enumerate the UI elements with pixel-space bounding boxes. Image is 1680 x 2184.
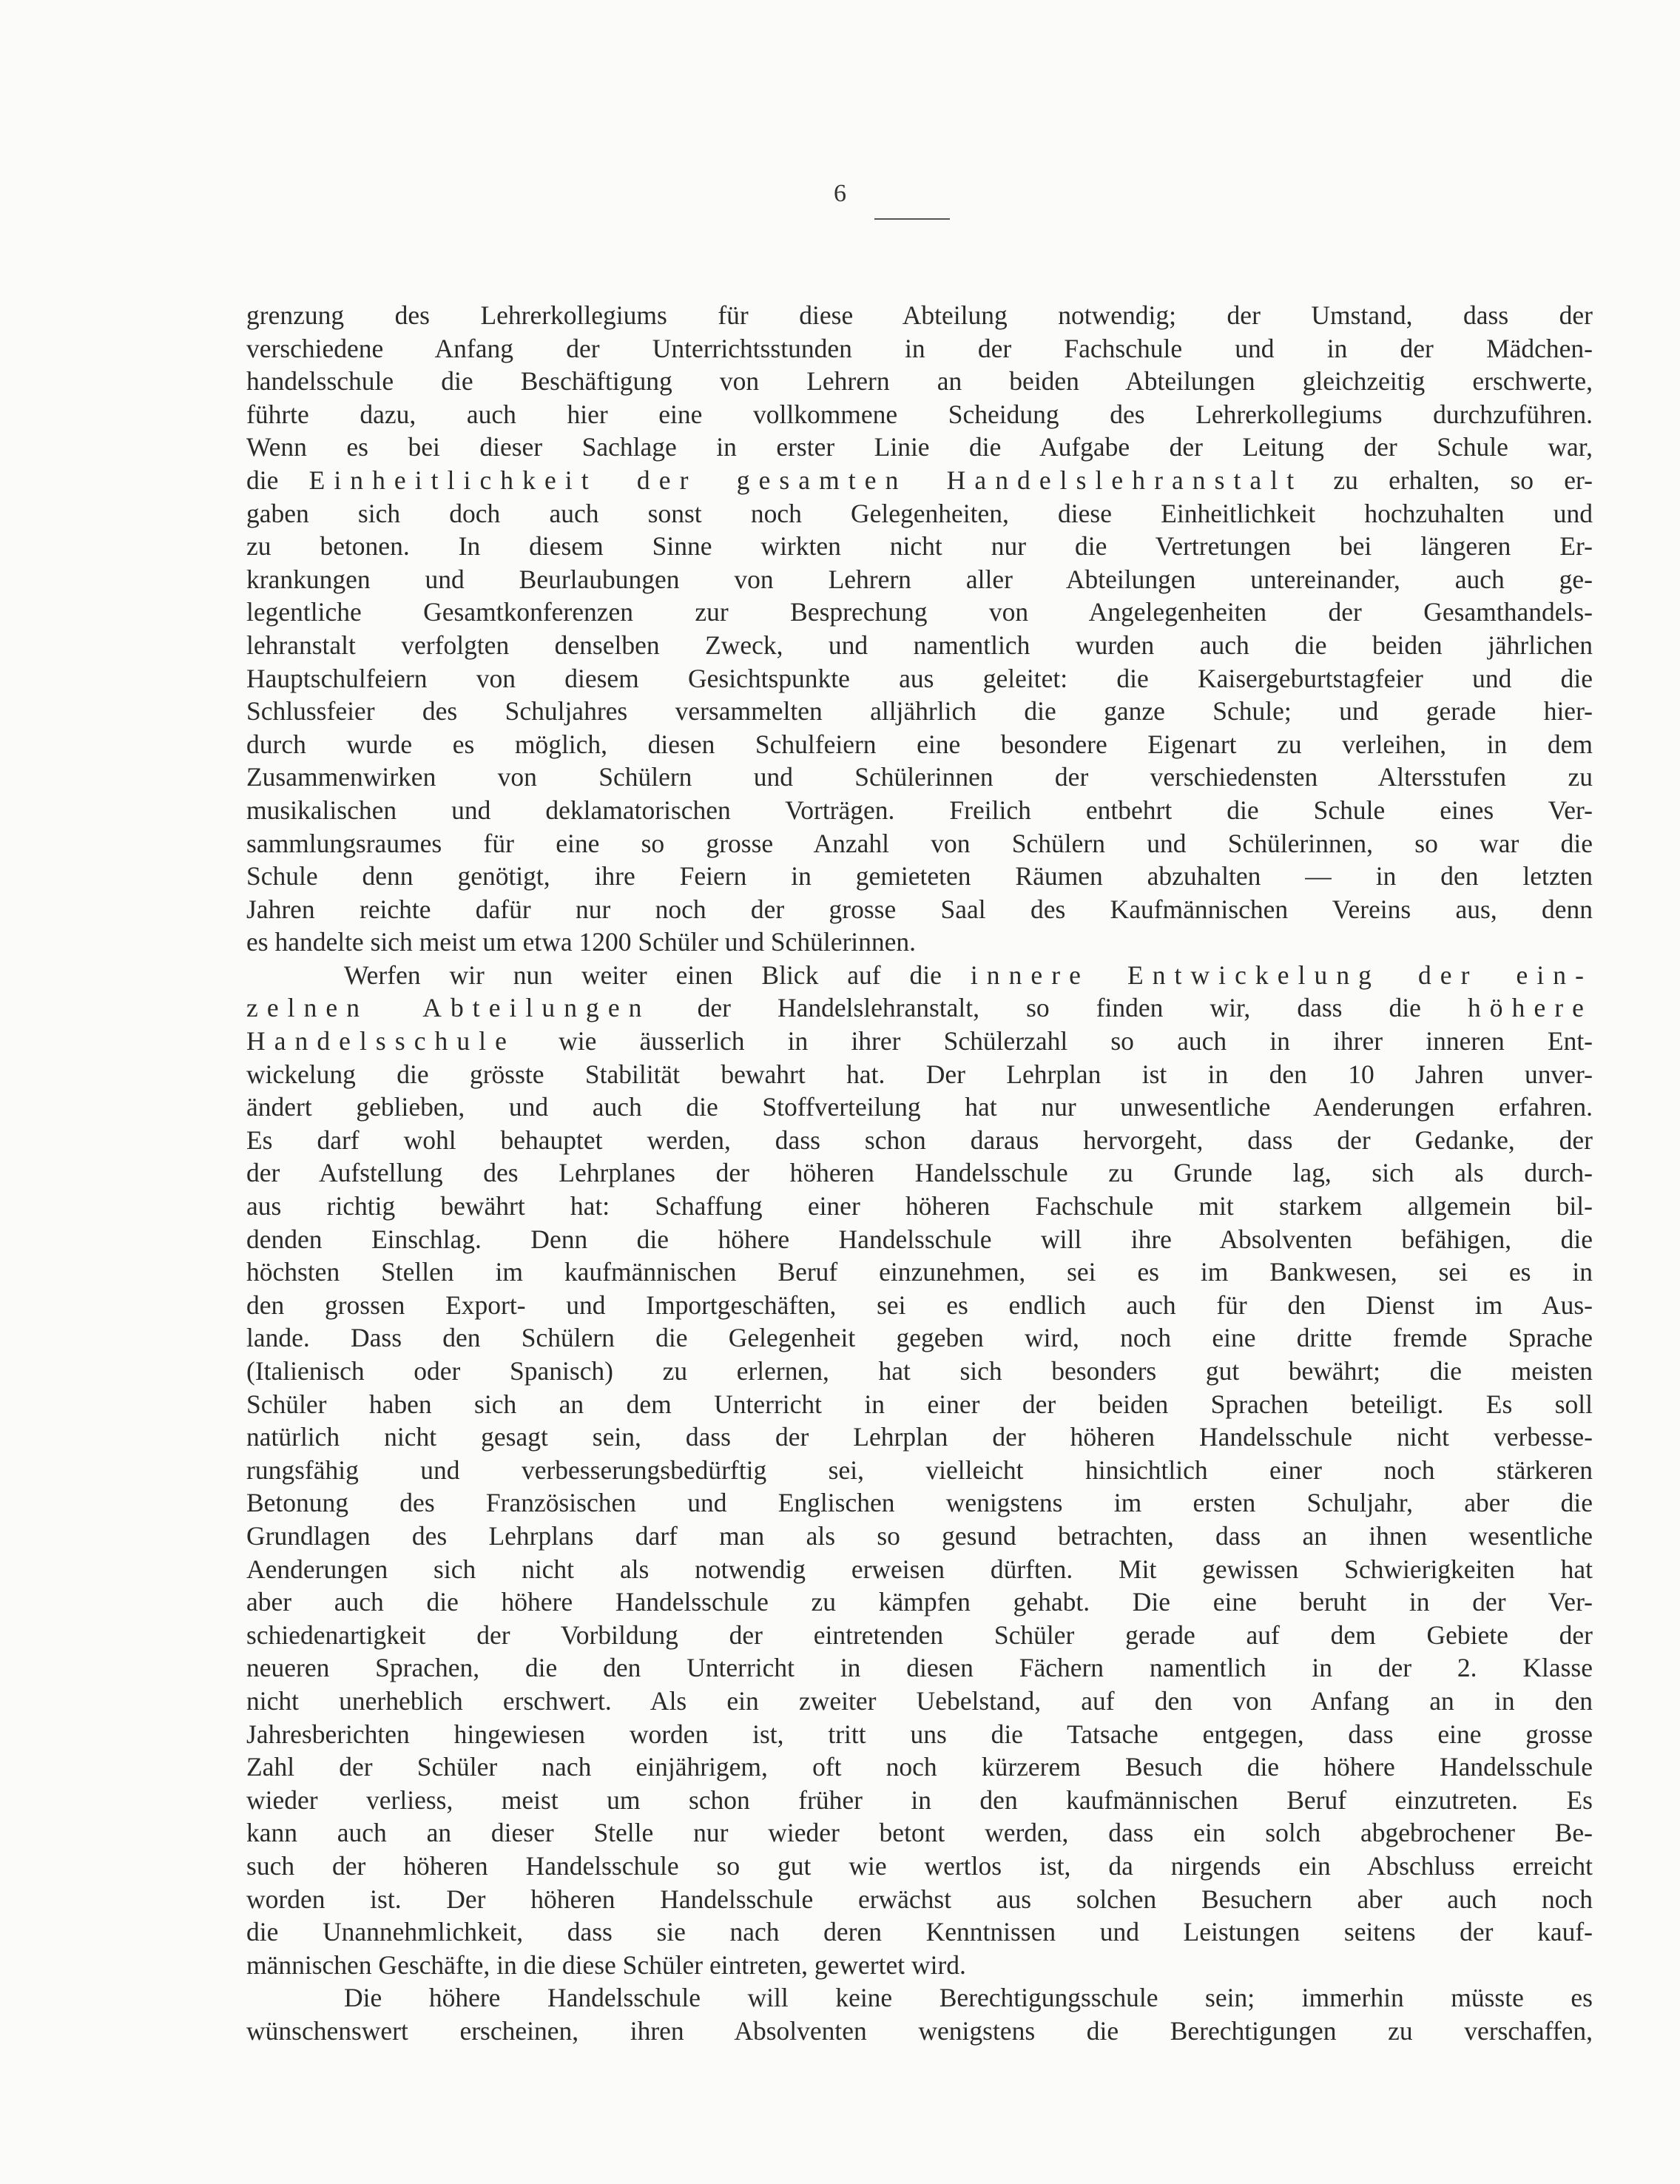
page-number: 6 (834, 180, 846, 207)
text-segment: musikalischen und deklamatorischen Vorträgen. Freilich entbehrt die Schule eines Ver- (246, 795, 1593, 825)
page-number-rule (874, 218, 950, 220)
text-line (246, 794, 1593, 827)
text-line (246, 1289, 1593, 1322)
text-segment: sammlungsraumes für eine so grosse Anzahl von Schülern und Schülerinnen, so war die (246, 828, 1593, 858)
text-segment: der Aufstellung des Lehrplanes der höheren Handelsschule zu Grunde lag, sich als durch- (246, 1158, 1593, 1188)
text-line (246, 1816, 1593, 1850)
text-line (246, 398, 1593, 431)
text-segment: gaben sich doch auch sonst noch Gelegenheiten, diese Einheitlichkeit hochzuhalten und (246, 498, 1593, 528)
text-line (246, 1091, 1593, 1124)
text-segment: (Italienisch oder Spanisch) zu erlernen, hat sich besonders gut bewährt; die meisten (246, 1356, 1593, 1386)
text-line (246, 563, 1593, 596)
text-line (246, 365, 1593, 398)
text-line (246, 926, 1593, 959)
text-line (246, 761, 1593, 794)
text-line (246, 1750, 1593, 1784)
text-segment: Hauptschulfeiern von diesem Gesichtspunkte aus geleitet: die Kaisergeburtstagfeier und die (246, 663, 1593, 693)
text-line (246, 1651, 1593, 1685)
text-line (246, 332, 1593, 365)
text-line (246, 1058, 1593, 1091)
text-segment: es handelte sich meist um etwa 1200 Schüler und Schülerinnen. (246, 927, 917, 957)
text-segment: den grossen Export- und Importgeschäften, sei es endlich auch für den Dienst im Aus- (246, 1290, 1593, 1320)
text-segment: wie äusserlich in ihrer Schülerzahl so auch in ihrer inneren Ent- (515, 1026, 1593, 1056)
text-segment: lehranstalt verfolgten denselben Zweck, und namentlich wurden auch die beiden jährlichen (246, 630, 1593, 660)
text-segment: worden ist. Der höheren Handelsschule erwächst aus solchen Besuchern aber auch noch (246, 1884, 1593, 1914)
text-line (246, 1355, 1593, 1388)
text-segment: wieder verliess, meist um schon früher in den kaufmännischen Beruf einzutreten. Es (246, 1784, 1593, 1815)
text-line (246, 1025, 1593, 1058)
text-segment: lande. Dass den Schülern die Gelegenheit gegeben wird, noch eine dritte fremde Sprache (246, 1323, 1593, 1353)
spaced-emphasis-text: Einheitlichkeit der gesamten Handelslehranstalt (308, 465, 1303, 495)
text-segment: der Handelslehranstalt, so finden wir, dass die (650, 993, 1468, 1023)
text-line (246, 1520, 1593, 1553)
text-segment: Zahl der Schüler nach einjährigem, oft noch kürzerem Besuch die höhere Handelsschule (246, 1752, 1593, 1782)
text-segment: wickelung die grösste Stabilität bewahrt hat. Der Lehrplan ist in den 10 Jahren unver- (246, 1059, 1593, 1089)
text-segment: höchsten Stellen im kaufmännischen Beruf einzunehmen, sei es im Bankwesen, sei es in (246, 1257, 1593, 1287)
text-segment: Jahren reichte dafür nur noch der grosse Saal des Kaufmännischen Vereins aus, denn (246, 894, 1593, 924)
text-line (246, 1949, 1593, 1982)
text-segment: Schlussfeier des Schuljahres versammelten alljährlich die ganze Schule; und gerade hier- (246, 696, 1593, 727)
text-line (246, 1718, 1593, 1751)
text-segment: legentliche Gesamtkonferenzen zur Besprechung von Angelegenheiten der Gesamthandels- (246, 597, 1593, 627)
text-line (246, 1915, 1593, 1949)
text-segment: nicht unerheblich erschwert. Als ein zweiter Uebelstand, auf den von Anfang an in den (246, 1685, 1593, 1716)
text-line (246, 1981, 1593, 2015)
text-segment: Betonung des Französischen und Englischen wenigstens im ersten Schuljahr, aber die (246, 1488, 1593, 1518)
text-segment: denden Einschlag. Denn die höhere Handelsschule will ihre Absolventen befähigen, die (246, 1224, 1593, 1254)
text-line (246, 1685, 1593, 1718)
text-line (246, 1124, 1593, 1157)
text-segment: rungsfähig und verbesserungsbedürftig sei, vielleicht hinsichtlich einer noch stärkeren (246, 1455, 1593, 1485)
text-segment: Jahresberichten hingewiesen worden ist, tritt uns die Tatsache entgegen, dass eine grosse (246, 1719, 1593, 1749)
text-line (246, 431, 1593, 464)
text-line (246, 1883, 1593, 1916)
text-line (246, 1585, 1593, 1619)
text-line (246, 629, 1593, 662)
text-segment: handelsschule die Beschäftigung von Lehrern an beiden Abteilungen gleichzeitig erschwerte, (246, 366, 1593, 397)
body-text (246, 299, 1593, 2047)
text-line (246, 860, 1593, 893)
text-segment: neueren Sprachen, die den Unterricht in diesen Fächern namentlich in der 2. Klasse (246, 1653, 1593, 1683)
text-line (246, 1156, 1593, 1190)
text-segment: Zusammenwirken von Schülern und Schülerinnen der verschiedensten Altersstufen zu (246, 762, 1593, 792)
text-line (246, 1486, 1593, 1520)
text-line (246, 2015, 1593, 2048)
text-line (246, 464, 1593, 497)
text-line (246, 1190, 1593, 1223)
text-segment: Die höhere Handelsschule will keine Berechtigungsschule sein; immerhin müsste es (344, 1983, 1593, 2013)
text-line (246, 1223, 1593, 1256)
text-segment: Werfen wir nun weiter einen Blick auf die (344, 960, 971, 990)
text-segment: ändert geblieben, und auch die Stoffverteilung hat nur unwesentliche Aenderungen erfahren. (246, 1092, 1593, 1122)
text-line (246, 728, 1593, 761)
text-segment: verschiedene Anfang der Unterrichtsstunden in der Fachschule und in der Mädchen- (246, 333, 1593, 363)
text-line (246, 1256, 1593, 1289)
text-segment: die Unannehmlichkeit, dass sie nach deren Kenntnissen und Leistungen seitens der kauf- (246, 1917, 1593, 1947)
text-line (246, 1420, 1593, 1454)
text-segment: kann auch an dieser Stelle nur wieder betont werden, dass ein solch abgebrochener Be- (246, 1818, 1593, 1848)
text-line (246, 662, 1593, 695)
text-segment: Aenderungen sich nicht als notwendig erweisen dürften. Mit gewissen Schwierigkeiten hat (246, 1554, 1593, 1584)
text-segment: männischen Geschäfte, in die diese Schüler eintreten, gewertet wird. (246, 1949, 966, 1980)
text-line (246, 1321, 1593, 1355)
text-line (246, 1850, 1593, 1883)
text-segment: grenzung des Lehrerkollegiums für diese Abteilung notwendig; der Umstand, dass der (246, 300, 1593, 330)
spaced-emphasis-text: innere Entwickelung der ein- (970, 960, 1593, 990)
text-segment: natürlich nicht gesagt sein, dass der Lehrplan der höheren Handelsschule nicht verbesse- (246, 1422, 1593, 1452)
spaced-emphasis-text: höhere (1467, 993, 1593, 1023)
text-line (246, 596, 1593, 629)
text-line (246, 1454, 1593, 1487)
text-segment: schiedenartigkeit der Vorbildung der eintretenden Schüler gerade auf dem Gebiete der (246, 1620, 1593, 1650)
text-segment: zu erhalten, so er- (1303, 465, 1593, 495)
text-line (246, 827, 1593, 860)
text-line (246, 1784, 1593, 1817)
text-segment: die (246, 465, 309, 495)
text-line (246, 1553, 1593, 1586)
text-segment: aus richtig bewährt hat: Schaffung einer höheren Fachschule mit starkem allgemein bil- (246, 1191, 1593, 1221)
text-line (246, 959, 1593, 992)
text-segment: such der höheren Handelsschule so gut wie wertlos ist, da nirgends ein Abschluss erreicht (246, 1850, 1593, 1881)
spaced-emphasis-text: Handelsschule (246, 1026, 516, 1056)
text-line (246, 893, 1593, 926)
text-line (246, 695, 1593, 728)
text-segment: Schüler haben sich an dem Unterricht in einer der beiden Sprachen beteiligt. Es soll (246, 1389, 1593, 1419)
text-line (246, 1619, 1593, 1652)
text-segment: aber auch die höhere Handelsschule zu kämpfen gehabt. Die eine beruht in der Ver- (246, 1587, 1593, 1617)
text-segment: wünschenswert erscheinen, ihren Absolventen wenigstens die Berechtigungen zu verschaffen, (246, 2015, 1593, 2046)
text-segment: Wenn es bei dieser Sachlage in erster Linie die Aufgabe der Leitung der Schule war, (246, 432, 1593, 462)
text-segment: durch wurde es möglich, diesen Schulfeiern eine besondere Eigenart zu verleihen, in dem (246, 729, 1593, 759)
text-segment: zu betonen. In diesem Sinne wirkten nicht nur die Vertretungen bei längeren Er- (246, 531, 1593, 562)
text-segment: führte dazu, auch hier eine vollkommene Scheidung des Lehrerkollegiums durchzuführen. (246, 399, 1593, 429)
text-segment: Grundlagen des Lehrplans darf man als so gesund betrachten, dass an ihnen wesentliche (246, 1520, 1593, 1551)
spaced-emphasis-text: zelnen Abteilungen (246, 993, 651, 1023)
text-line (246, 991, 1593, 1025)
text-line (246, 299, 1593, 332)
text-line (246, 1388, 1593, 1421)
text-line (246, 497, 1593, 530)
text-segment: Es darf wohl behauptet werden, dass schon daraus hervorgeht, dass der Gedanke, der (246, 1125, 1593, 1155)
text-line (246, 530, 1593, 563)
text-segment: krankungen und Beurlaubungen von Lehrern aller Abteilungen untereinander, auch ge- (246, 564, 1593, 594)
text-segment: Schule denn genötigt, ihre Feiern in gemieteten Räumen abzuhalten — in den letzten (246, 861, 1593, 892)
